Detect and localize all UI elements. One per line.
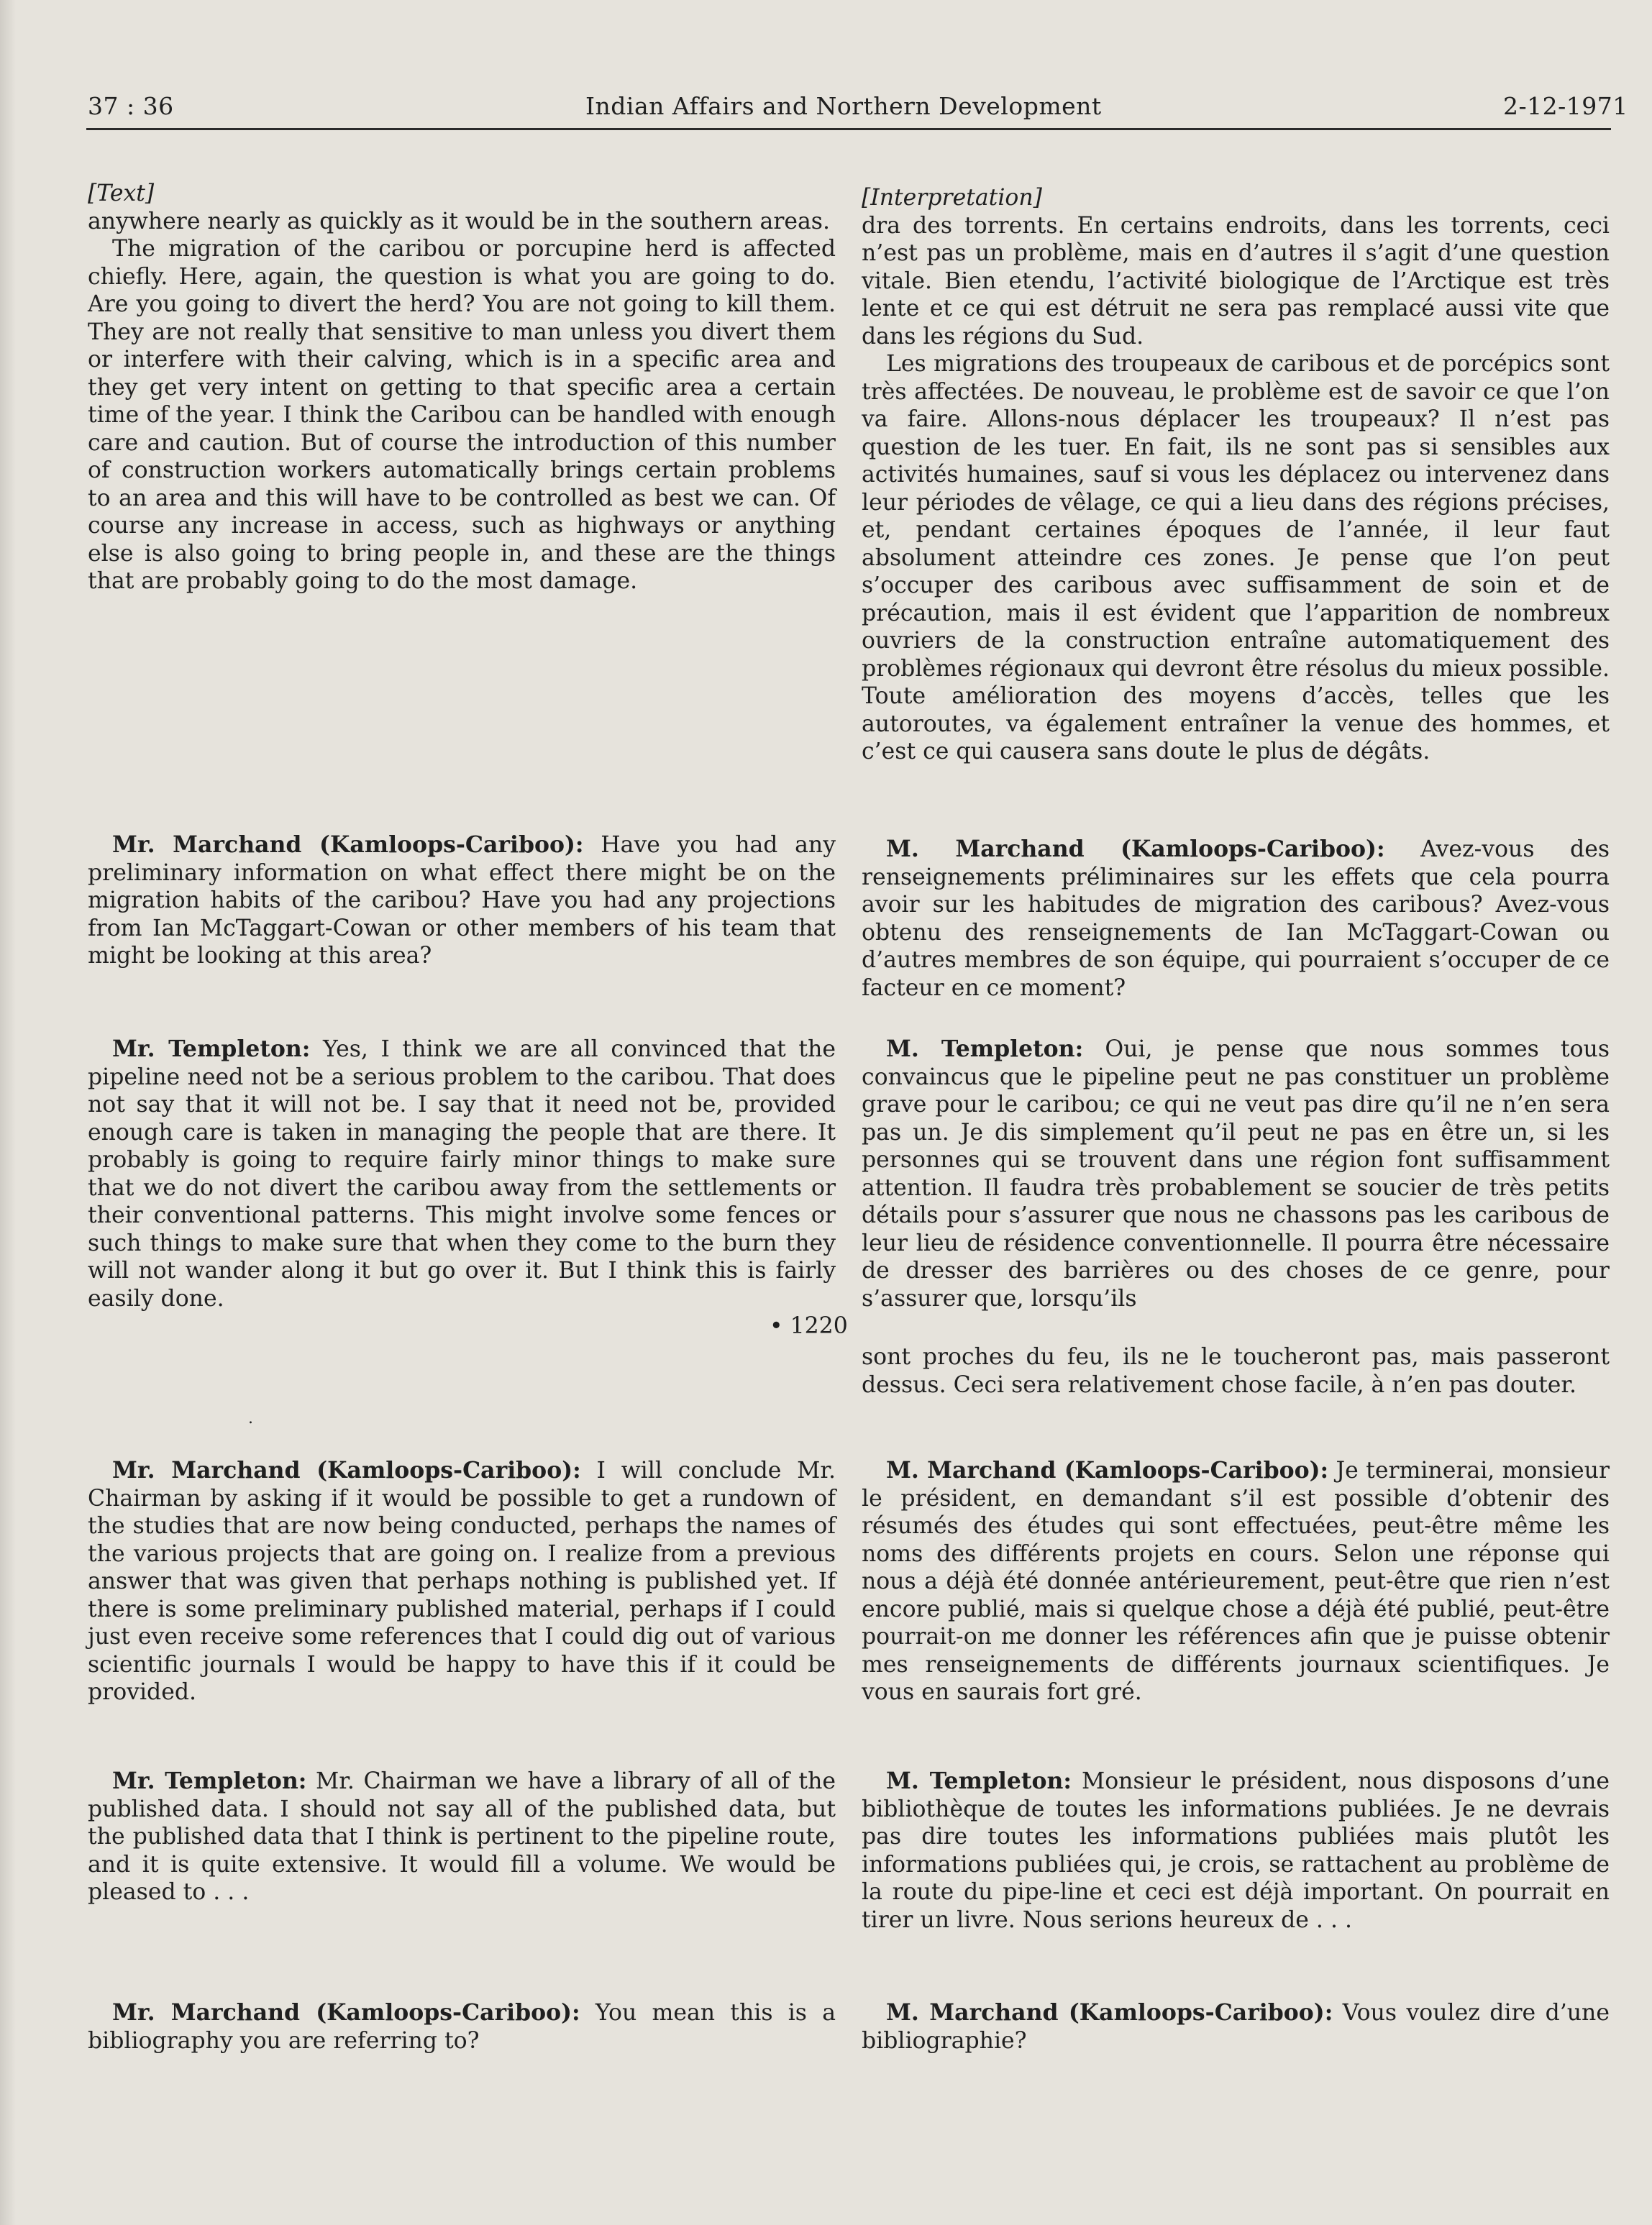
speech-text: Monsieur le président, nous disposons d’une bibliothèque de toutes les informations publiées. Je ne devrais pas dire toutes les informations publiées mais plutôt les informations publiées qui, je crois, se rattachent au problème de la route du pipe-line et ceci est déjà important. On pourrait en tirer un livre. Nous serions heureux de . . . — [862, 1768, 1610, 1933]
paragraph: The migration of the caribou or porcupine herd is affected chiefly. Here, again, the question is what you are going to do. Are you going to divert the herd? You are not going to kill them. They are not really that sensitive to man unless you divert them or interfere with their calving, which is in a specific area and they get very intent on getting to that specific area a certain time of the year. I think the Caribou can be handled with enough care and caution. But of course the introduction of this number of construction workers automatically brings certain problems to an area and this will have to be controlled as best we can. Of course any increase in access, such as highways or anything else is also going to bring people in, and these are the things that are probably going to do the most damage. — [88, 236, 836, 594]
paragraph: anywhere nearly as quickly as it would be in the southern areas. — [88, 208, 830, 234]
left-section-1 — [88, 180, 836, 595]
speech-text: You mean this is a bibliography you are referring to? — [88, 2000, 836, 2054]
page-date: 2-12-1971 — [1503, 92, 1628, 120]
time-marker: • 1220 — [770, 1313, 848, 1339]
speech-text: Yes, I think we are all convinced that the pipeline need not be a serious problem to the caribou. That does not say that it will not be. I say that it need not be, provided enough care is taken in managing the people that are there. It probably is going to require fairly minor things to make sure that we do not divert the caribou away from the settlements or their conventional patterns. This might involve some fences or such things to make sure that when they come to the burn they will not wander along it but go over it. But I think this is fairly easily done. — [88, 1036, 836, 1312]
speech-block — [88, 1036, 836, 1312]
speech-text: Mr. Chairman we have a library of all of the published data. I should not say all of the published data, but the published data that I think is pertinent to the pipeline route, and it is quite extensive. It would fill a volume. We would be pleased to . . . — [88, 1768, 836, 1905]
speech-text: Avez-vous des renseignements préliminaires sur les effets que cela pourra avoir sur les habitudes de migration des caribous? Avez-vous obtenu des renseignements de Ian McTaggart-Cowan ou d’autres membres de son équipe, qui pourraient s’occuper de ce facteur en ce moment? — [862, 836, 1610, 1001]
speech-continuation — [862, 1343, 1610, 1399]
speaker-name: Mr. Templeton: — [112, 1768, 307, 1794]
speaker-name: M. Marchand (Kamloops-Cariboo): — [886, 1999, 1333, 2026]
speaker-name: Mr. Marchand (Kamloops-Cariboo): — [112, 1999, 580, 2026]
speech-text: Vous voulez dire d’une bibliographie? — [862, 2000, 1610, 2054]
section-label-text: [Text] — [88, 181, 155, 206]
speech-text: Je terminerai, monsieur le président, en demandant s’il est possible d’obtenir des résumés des études qui sont effectuées, peut-être même les noms des différents projets en cours. Selon une réponse qui nous a déjà été donnée antérieurement, peut-être que rien n’est encore publié, mais si quelque chose a déjà été publié, peut-être pourrait-on me donner les références afin que je puisse obtenir mes renseignements de différents journaux scientifiques. Je vous en saurais fort gré. — [862, 1458, 1610, 1705]
speech-text: Have you had any preliminary information on what effect there might be on the migration habits of the caribou? Have you had any projections from Ian McTaggart-Cowan or other members of his team that might be looking at this area? — [88, 832, 836, 969]
speech-block — [862, 1768, 1610, 1934]
speech-block — [88, 1457, 836, 1707]
speech-block — [862, 1457, 1610, 1707]
speech-block — [88, 831, 836, 970]
speech-block — [88, 1768, 836, 1906]
section-label-interpretation: [Interpretation] — [862, 185, 1042, 211]
speaker-name: M. Marchand (Kamloops-Cariboo): — [886, 1457, 1329, 1484]
speaker-name: M. Templeton: — [886, 1036, 1084, 1062]
speech-block — [88, 1999, 836, 2055]
speech-block — [862, 1036, 1610, 1312]
header-rule — [86, 128, 1611, 130]
speaker-name: M. Templeton: — [886, 1768, 1072, 1794]
right-section-1 — [862, 184, 1610, 766]
page-number: 37 : 36 — [88, 92, 174, 120]
page-edge-shadow — [0, 0, 16, 2225]
paragraph: dra des torrents. En certains endroits, dans les torrents, ceci n’est pas un problème, mais en d’autres il s’agit d’une question vitale. Bien etendu, l’activité biologique de l’Arctique est très lente et ce qui est détruit ne sera pas remplacé aussi vite que dans les régions du Sud. — [862, 212, 1610, 349]
speaker-name: Mr. Marchand (Kamloops-Cariboo): — [112, 1457, 581, 1484]
speaker-name: Mr. Marchand (Kamloops-Cariboo): — [112, 831, 584, 858]
speech-text: Oui, je pense que nous sommes tous convaincus que le pipeline peut ne pas constituer un problème grave pour le caribou; ce qui ne veut pas dire qu’il ne n’en sera pas un. Je dis simplement qu’il peut ne pas en être un, si les personnes qui se trouvent dans une région font suffisamment attention. Il faudra très probablement se soucier de très petits détails pour s’assurer que nous ne chassons pas les caribous de leur lieu de résidence conventionnelle. Il pourra être nécessaire de dresser des barrières ou des choses de ce genre, pour s’assurer que, lorsqu’ils — [862, 1036, 1610, 1312]
speaker-name: Mr. Templeton: — [112, 1036, 311, 1062]
speech-block — [862, 1999, 1610, 2055]
paragraph: sont proches du feu, ils ne le toucheront pas, mais passeront dessus. Ceci sera relativement chose facile, à n’en pas douter. — [862, 1344, 1610, 1398]
speaker-name: M. Marchand (Kamloops-Cariboo): — [886, 836, 1385, 862]
speech-block — [862, 836, 1610, 1002]
paragraph: Les migrations des troupeaux de caribous et de porcépics sont très affectées. De nouveau, le problème est de savoir ce que l’on va faire. Allons-nous déplacer les troupeaux? Il n’est pas question de les tuer. En fait, ils ne sont pas si sensibles aux activités humaines, sauf si vous les déplacez ou intervenez dans leur périodes de vêlage, ce qui a lieu dans des régions précises, et, pendant certaines époques de l’année, il leur faut absolument atteindre ces zones. Je pense que l’on peut s’occuper des caribous avec suffisamment de soin et de précaution, mais il est évident que l’apparition de nombreux ouvriers de la construction entraîne automatiquement des problèmes régionaux qui devront être résolus du mieux possible. Toute amélioration des moyens d’accès, telles que les autoroutes, va également entraîner la venue des hommes, et c’est ce qui causera sans doute le plus de dégâts. — [862, 351, 1610, 764]
running-title: Indian Affairs and Northern Development — [585, 92, 1102, 120]
stray-dot: . — [248, 1410, 253, 1427]
speech-text: I will conclude Mr. Chairman by asking if it would be possible to get a rundown of the studies that are now being conducted, perhaps the names of the various projects that are going on. I realize from a previous answer that was given that perhaps nothing is published yet. If there is some preliminary published material, perhaps if I could just even receive some references that I could dig out of various scientific journals I would be happy to have this if it could be provided. — [88, 1458, 836, 1705]
